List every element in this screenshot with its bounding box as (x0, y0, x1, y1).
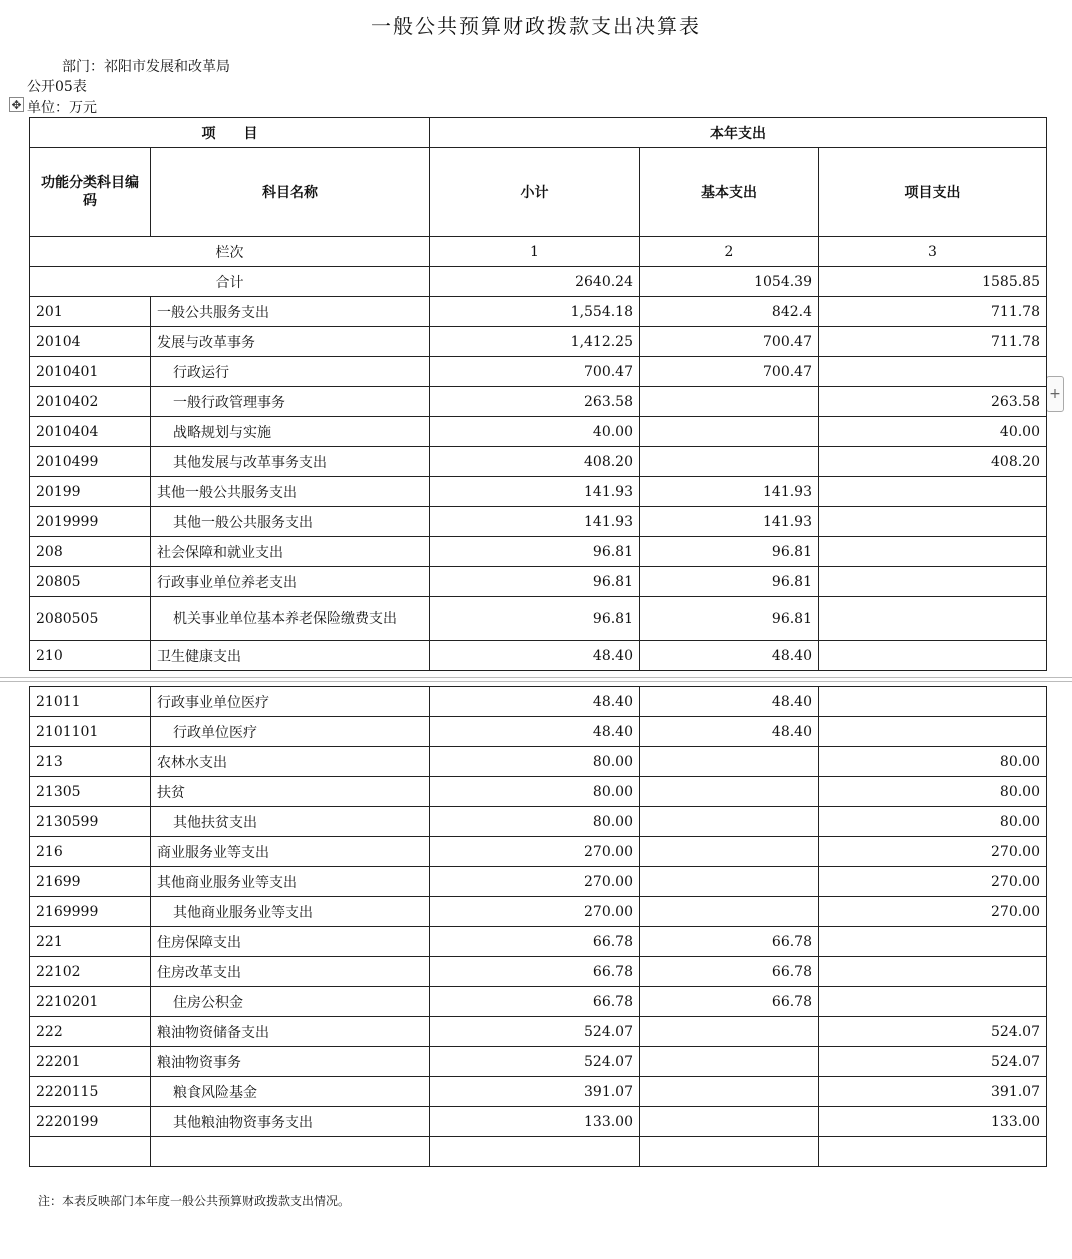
department-label: 部门：祁阳市发展和改革局 (62, 59, 230, 75)
subtotal-cell: 80.00 (430, 747, 640, 777)
code-cell: 2010401 (30, 357, 151, 387)
name-cell: 粮油物资事务 (151, 1047, 430, 1077)
code-cell: 2010402 (30, 387, 151, 417)
project-cell: 263.58 (819, 387, 1047, 417)
subtotal-cell: 96.81 (430, 597, 640, 641)
header-basic: 基本支出 (640, 148, 819, 237)
name-cell: 其他商业服务业等支出 (151, 867, 430, 897)
name-cell: 行政事业单位养老支出 (151, 567, 430, 597)
code-cell: 201 (30, 297, 151, 327)
basic-cell (640, 1017, 819, 1047)
column-number-label: 栏次 (30, 237, 430, 267)
add-row-icon[interactable]: + (1046, 376, 1064, 412)
name-cell: 其他扶贫支出 (151, 807, 430, 837)
basic-cell: 700.47 (640, 327, 819, 357)
code-cell: 20104 (30, 327, 151, 357)
footnote: 注：本表反映部门本年度一般公共预算财政拨款支出情况。 (38, 1194, 351, 1208)
name-cell: 商业服务业等支出 (151, 837, 430, 867)
project-cell: 80.00 (819, 777, 1047, 807)
code-cell: 22201 (30, 1047, 151, 1077)
name-cell: 战略规划与实施 (151, 417, 430, 447)
project-cell (819, 537, 1047, 567)
basic-cell: 141.93 (640, 507, 819, 537)
code-cell: 2220115 (30, 1077, 151, 1107)
table-row (30, 641, 1047, 671)
table-row (30, 717, 1047, 747)
project-cell (819, 957, 1047, 987)
code-cell: 21305 (30, 777, 151, 807)
basic-cell: 66.78 (640, 987, 819, 1017)
subtotal-cell: 524.07 (430, 1017, 640, 1047)
subtotal-cell: 270.00 (430, 837, 640, 867)
code-cell: 2130599 (30, 807, 151, 837)
code-cell (30, 1137, 151, 1167)
name-cell: 卫生健康支出 (151, 641, 430, 671)
subtotal-cell: 270.00 (430, 897, 640, 927)
basic-cell: 96.81 (640, 567, 819, 597)
column-number-3: 3 (819, 237, 1047, 267)
project-cell (819, 687, 1047, 717)
code-cell: 21011 (30, 687, 151, 717)
page-break-divider (0, 677, 1072, 682)
code-cell: 208 (30, 537, 151, 567)
project-cell: 80.00 (819, 807, 1047, 837)
basic-cell (640, 417, 819, 447)
code-cell: 2010404 (30, 417, 151, 447)
project-cell (819, 597, 1047, 641)
project-cell: 270.00 (819, 837, 1047, 867)
name-cell: 行政单位医疗 (151, 717, 430, 747)
basic-cell (640, 1137, 819, 1167)
subtotal-cell: 133.00 (430, 1107, 640, 1137)
header-project-exp: 项目支出 (819, 148, 1047, 237)
name-cell: 农林水支出 (151, 747, 430, 777)
name-cell: 扶贫 (151, 777, 430, 807)
project-cell: 133.00 (819, 1107, 1047, 1137)
project-cell: 711.78 (819, 327, 1047, 357)
table-row (30, 807, 1047, 837)
code-cell: 2210201 (30, 987, 151, 1017)
project-cell: 408.20 (819, 447, 1047, 477)
header-current-year: 本年支出 (430, 118, 1047, 148)
table-row (30, 417, 1047, 447)
table-row (30, 897, 1047, 927)
total-row (30, 267, 1047, 297)
code-cell: 213 (30, 747, 151, 777)
code-cell: 221 (30, 927, 151, 957)
name-cell: 其他粮油物资事务支出 (151, 1107, 430, 1137)
total-subtotal: 2640.24 (430, 267, 640, 297)
basic-cell (640, 1077, 819, 1107)
table-row (30, 1077, 1047, 1107)
subtotal-cell: 700.47 (430, 357, 640, 387)
name-cell: 行政事业单位医疗 (151, 687, 430, 717)
subtotal-cell: 270.00 (430, 867, 640, 897)
subtotal-cell: 66.78 (430, 987, 640, 1017)
code-cell: 20805 (30, 567, 151, 597)
project-cell: 524.07 (819, 1017, 1047, 1047)
table-row (30, 327, 1047, 357)
table-row (30, 987, 1047, 1017)
subtotal-cell: 48.40 (430, 717, 640, 747)
project-cell (819, 641, 1047, 671)
table-row (30, 1017, 1047, 1047)
table-row (30, 357, 1047, 387)
table-row (30, 837, 1047, 867)
total-label: 合计 (30, 267, 430, 297)
name-cell: 其他一般公共服务支出 (151, 507, 430, 537)
header-subtotal: 小计 (430, 148, 640, 237)
basic-cell: 48.40 (640, 717, 819, 747)
subtotal-cell: 408.20 (430, 447, 640, 477)
table-row (30, 687, 1047, 717)
header-row-2 (30, 148, 1047, 237)
project-cell: 40.00 (819, 417, 1047, 447)
table-row (30, 1137, 1047, 1167)
code-cell: 210 (30, 641, 151, 671)
basic-cell (640, 897, 819, 927)
basic-cell: 700.47 (640, 357, 819, 387)
code-cell: 2019999 (30, 507, 151, 537)
code-cell: 2080505 (30, 597, 151, 641)
project-cell: 270.00 (819, 867, 1047, 897)
name-cell: 住房改革支出 (151, 957, 430, 987)
expenditure-table-bottom (29, 686, 1047, 1167)
table-row (30, 957, 1047, 987)
project-cell: 711.78 (819, 297, 1047, 327)
project-cell (819, 987, 1047, 1017)
project-cell (819, 927, 1047, 957)
column-number-row (30, 237, 1047, 267)
subtotal-cell: 40.00 (430, 417, 640, 447)
name-cell: 粮油物资储备支出 (151, 1017, 430, 1047)
column-number-1: 1 (430, 237, 640, 267)
name-cell: 住房公积金 (151, 987, 430, 1017)
column-number-2: 2 (640, 237, 819, 267)
subtotal-cell: 80.00 (430, 807, 640, 837)
basic-cell (640, 777, 819, 807)
basic-cell (640, 1047, 819, 1077)
basic-cell (640, 807, 819, 837)
subtotal-cell: 141.93 (430, 507, 640, 537)
total-basic: 1054.39 (640, 267, 819, 297)
project-cell: 80.00 (819, 747, 1047, 777)
table-row (30, 597, 1047, 641)
name-cell: 机关事业单位基本养老保险缴费支出 (151, 597, 430, 641)
table-row (30, 507, 1047, 537)
name-cell: 粮食风险基金 (151, 1077, 430, 1107)
subtotal-cell: 1,554.18 (430, 297, 640, 327)
subtotal-cell: 66.78 (430, 927, 640, 957)
project-cell (819, 357, 1047, 387)
table-row (30, 927, 1047, 957)
basic-cell: 842.4 (640, 297, 819, 327)
basic-cell (640, 1107, 819, 1137)
code-cell: 2169999 (30, 897, 151, 927)
table-row (30, 477, 1047, 507)
code-cell: 2010499 (30, 447, 151, 477)
subtotal-cell: 1,412.25 (430, 327, 640, 357)
code-cell: 216 (30, 837, 151, 867)
basic-cell: 66.78 (640, 957, 819, 987)
basic-cell: 141.93 (640, 477, 819, 507)
name-cell: 住房保障支出 (151, 927, 430, 957)
table-row (30, 867, 1047, 897)
code-cell: 2220199 (30, 1107, 151, 1137)
name-cell: 社会保障和就业支出 (151, 537, 430, 567)
subtotal-cell: 48.40 (430, 687, 640, 717)
page-title: 一般公共预算财政拨款支出决算表 (371, 14, 701, 38)
header-row-1 (30, 118, 1047, 148)
table-row (30, 567, 1047, 597)
name-cell: 其他一般公共服务支出 (151, 477, 430, 507)
header-project: 项 目 (30, 118, 430, 148)
project-cell (819, 507, 1047, 537)
expenditure-table-top (29, 117, 1047, 671)
basic-cell: 96.81 (640, 597, 819, 641)
basic-cell: 96.81 (640, 537, 819, 567)
table-row (30, 1047, 1047, 1077)
subtotal-cell: 48.40 (430, 641, 640, 671)
table-move-handle-icon[interactable]: ✥ (9, 97, 24, 112)
subtotal-cell: 524.07 (430, 1047, 640, 1077)
project-cell: 391.07 (819, 1077, 1047, 1107)
project-cell (819, 1137, 1047, 1167)
name-cell: 其他发展与改革事务支出 (151, 447, 430, 477)
header-name: 科目名称 (151, 148, 430, 237)
header-code: 功能分类科目编码 (30, 148, 151, 237)
name-cell (151, 1137, 430, 1167)
name-cell: 发展与改革事务 (151, 327, 430, 357)
total-project: 1585.85 (819, 267, 1047, 297)
code-cell: 2101101 (30, 717, 151, 747)
code-cell: 222 (30, 1017, 151, 1047)
basic-cell: 66.78 (640, 927, 819, 957)
basic-cell (640, 387, 819, 417)
form-number: 公开05表 (27, 79, 87, 95)
subtotal-cell: 96.81 (430, 567, 640, 597)
name-cell: 一般行政管理事务 (151, 387, 430, 417)
table-row (30, 747, 1047, 777)
unit-label: 单位：万元 (27, 100, 97, 116)
basic-cell: 48.40 (640, 687, 819, 717)
project-cell (819, 717, 1047, 747)
subtotal-cell: 80.00 (430, 777, 640, 807)
project-cell: 270.00 (819, 897, 1047, 927)
table-row (30, 537, 1047, 567)
table-row (30, 1107, 1047, 1137)
table-row (30, 777, 1047, 807)
code-cell: 22102 (30, 957, 151, 987)
code-cell: 21699 (30, 867, 151, 897)
basic-cell (640, 747, 819, 777)
name-cell: 一般公共服务支出 (151, 297, 430, 327)
table-row (30, 387, 1047, 417)
name-cell: 行政运行 (151, 357, 430, 387)
subtotal-cell: 141.93 (430, 477, 640, 507)
basic-cell (640, 867, 819, 897)
basic-cell: 48.40 (640, 641, 819, 671)
name-cell: 其他商业服务业等支出 (151, 897, 430, 927)
project-cell (819, 567, 1047, 597)
code-cell: 20199 (30, 477, 151, 507)
subtotal-cell: 66.78 (430, 957, 640, 987)
basic-cell (640, 447, 819, 477)
basic-cell (640, 837, 819, 867)
subtotal-cell: 263.58 (430, 387, 640, 417)
project-cell: 524.07 (819, 1047, 1047, 1077)
subtotal-cell: 391.07 (430, 1077, 640, 1107)
table-row (30, 297, 1047, 327)
project-cell (819, 477, 1047, 507)
subtotal-cell (430, 1137, 640, 1167)
subtotal-cell: 96.81 (430, 537, 640, 567)
table-row (30, 447, 1047, 477)
